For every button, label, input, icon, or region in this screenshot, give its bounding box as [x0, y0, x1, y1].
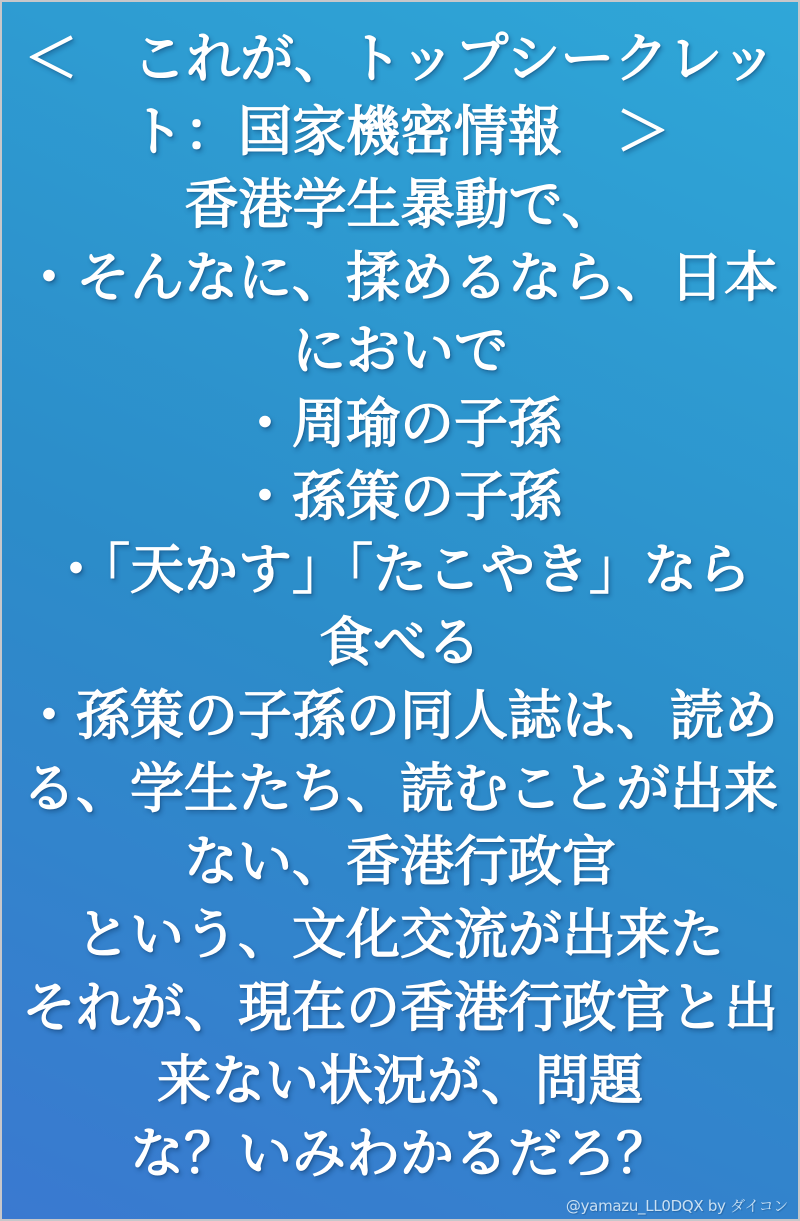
text-line: ・孫策の子孫: [238, 465, 562, 528]
text-line: という、文化交流が出来た: [76, 903, 724, 966]
text-line: ト：国家機密情報 ＞: [130, 100, 670, 163]
text-line: ない、香港行政官: [184, 830, 616, 893]
text-line: る、学生たち、読むことが出来: [22, 757, 778, 820]
text-line: ・周瑜の子孫: [238, 392, 562, 455]
text-line: 香港学生暴動で、: [184, 173, 616, 236]
text-line: 食べる: [319, 611, 481, 674]
text-line: 来ない状況が、問題: [157, 1049, 643, 1112]
post-text: [2, 22, 798, 1190]
text-line: ・孫策の子孫の同人誌は、読め: [22, 684, 778, 747]
text-line: それが、現在の香港行政官と出: [22, 976, 778, 1039]
watermark: @yamazu_LL0DQX by ダイコン: [565, 1197, 788, 1215]
text-line: な？いみわかるだろ？: [130, 1122, 670, 1185]
text-line: ・「天かす」「たこやき」なら: [49, 538, 751, 601]
text-line: ＜ これが、トップシークレッ: [24, 27, 776, 90]
text-line: ・そんなに、揉めるなら、日本: [22, 246, 778, 309]
text-line: においで: [292, 319, 508, 382]
